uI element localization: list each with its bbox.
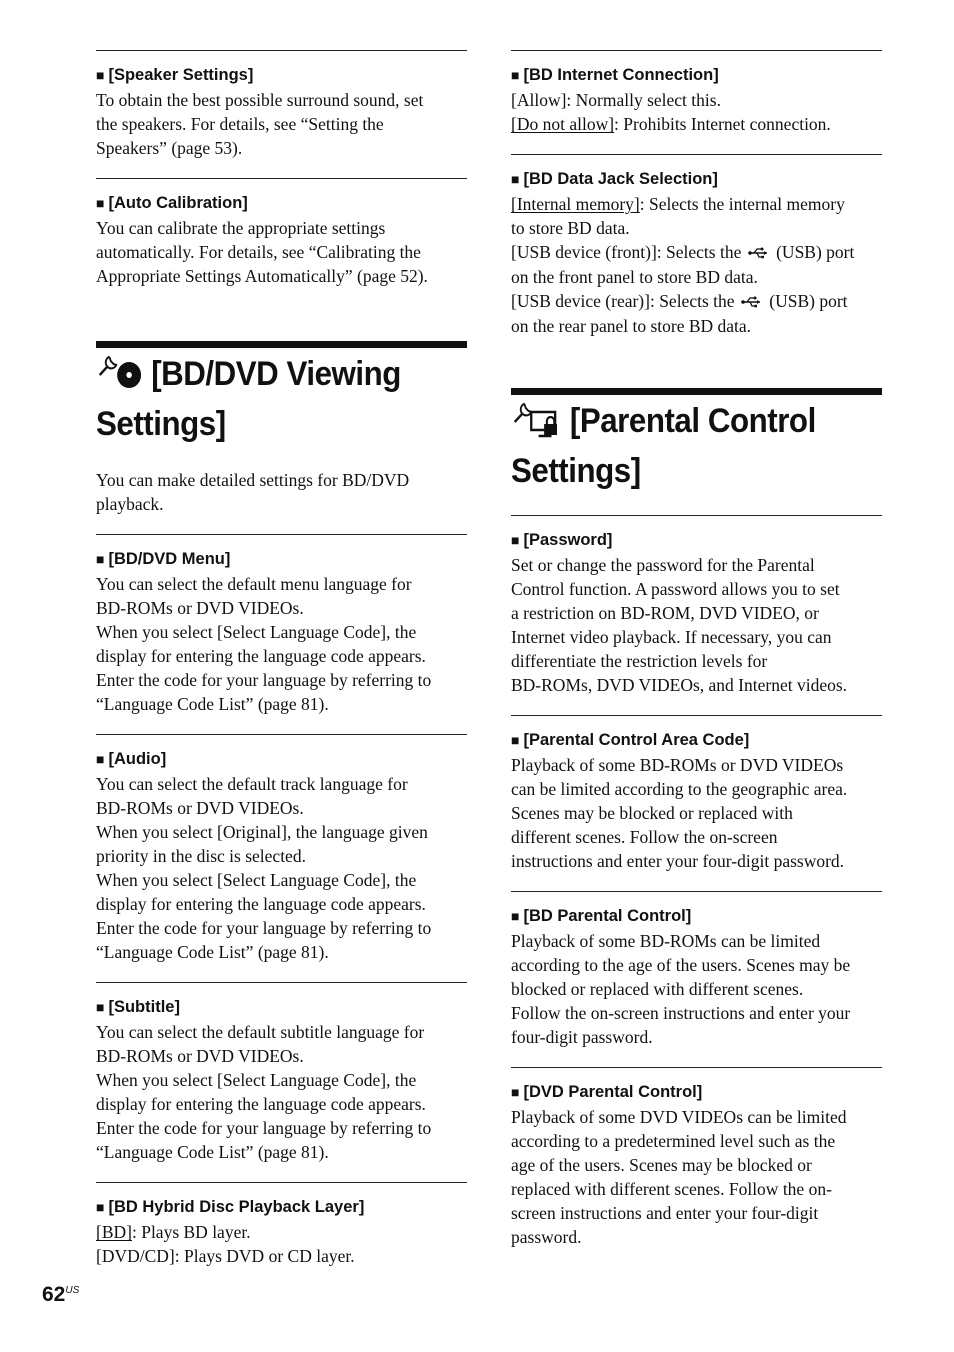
section-title: ■ [Speaker Settings] <box>96 66 254 84</box>
section-title: ■ [DVD Parental Control] <box>511 1083 703 1101</box>
heading-bar <box>511 388 882 395</box>
section-title: ■ [Password] <box>511 531 613 549</box>
section-bd-hybrid-disc <box>96 1183 467 1286</box>
section-bd-dvd-menu <box>96 535 467 734</box>
wrench-disc-icon <box>96 353 144 402</box>
square-bullet-icon: ■ <box>96 67 105 83</box>
square-bullet-icon: ■ <box>511 532 520 548</box>
section-body: [Allow]: Normally select this. [Do not allow]: Prohibits Internet connection. <box>511 90 831 134</box>
square-bullet-icon: ■ <box>511 732 520 748</box>
square-bullet-icon: ■ <box>96 195 105 211</box>
usb-icon <box>741 290 763 314</box>
parental-control-settings-heading: [Parental Control Settings] <box>511 402 816 490</box>
section-body: Set or change the password for the Parental Control function. A password allows you to set a restriction on BD-ROM, DVD VIDEO, or Internet video playback. If necessary, you can differentiate the restriction levels for BD-ROMs, DVD VIDEOs, and Internet videos. <box>511 555 848 695</box>
section-speaker-settings <box>96 51 467 178</box>
right-column <box>511 50 882 1267</box>
section-title: ■ [Parental Control Area Code] <box>511 731 750 749</box>
section-body: You can calibrate the appropriate settings automatically. For details, see “Calibrating the Appropriate Settings Automatically” (page 52). <box>96 218 428 286</box>
usb-icon <box>748 241 770 265</box>
square-bullet-icon: ■ <box>511 1084 520 1100</box>
section-body: You can select the default subtitle language for BD-ROMs or DVD VIDEOs. When you select [Select Language Code], the display for entering the language code appears. Enter the code for your language by referring to “Language Code List” (page 81). <box>96 1022 432 1162</box>
square-bullet-icon: ■ <box>96 751 105 767</box>
square-bullet-icon: ■ <box>511 171 520 187</box>
section-title: ■ [BD/DVD Menu] <box>96 550 231 568</box>
section-body: You can select the default track language for BD-ROMs or DVD VIDEOs. When you select [Original], the language given priority in the disc is selected. When you select [Select Language Code], the display for entering the language code appears. Enter the code for your language by referring to “Language Code List” (page 81). <box>96 774 432 962</box>
page-number: $62^{US}$ <box>42 1283 80 1306</box>
default-option: [BD] <box>96 1222 132 1242</box>
section-subtitle <box>96 983 467 1182</box>
section-title: ■ [BD Parental Control] <box>511 907 692 925</box>
left-column <box>96 50 467 1286</box>
section-bd-parental-control <box>511 892 882 1067</box>
section-parental-area-code <box>511 716 882 891</box>
section-title: ■ [BD Data Jack Selection] <box>511 170 718 188</box>
section-audio <box>96 735 467 982</box>
square-bullet-icon: ■ <box>511 67 520 83</box>
section-title: ■ [BD Hybrid Disc Playback Layer] <box>96 1198 365 1216</box>
heading-bar <box>96 341 467 348</box>
wrench-lock-icon <box>511 400 563 449</box>
section-body: [BD]: Plays BD layer. [DVD/CD]: Plays DVD or CD layer. <box>96 1222 355 1266</box>
square-bullet-icon: ■ <box>96 999 105 1015</box>
section-title: ■ [BD Internet Connection] <box>511 66 719 84</box>
section-bd-internet-connection <box>511 51 882 154</box>
section-body: Playback of some BD-ROMs or DVD VIDEOs can be limited according to the geographic area. Scenes may be blocked or replaced with different scenes. Follow the on-screen instructions and enter your four-digit password. <box>511 755 848 871</box>
default-option: [Do not allow] <box>511 114 615 134</box>
section-title: ■ [Auto Calibration] <box>96 194 248 212</box>
section-body: Playback of some BD-ROMs can be limited according to the age of the users. Scenes may be blocked or replaced with different scenes. Follow the on-screen instructions and enter your four-digit password. <box>511 931 851 1047</box>
square-bullet-icon: ■ <box>511 908 520 924</box>
section-intro: You can make detailed settings for BD/DVD playback. <box>96 470 410 514</box>
section-dvd-parental-control <box>511 1068 882 1267</box>
section-body: You can select the default menu language for BD-ROMs or DVD VIDEOs. When you select [Select Language Code], the display for entering the language code appears. Enter the code for your language by referring to “Language Code List” (page 81). <box>96 574 432 714</box>
square-bullet-icon: ■ <box>96 1199 105 1215</box>
section-body: Playback of some DVD VIDEOs can be limited according to a predetermined level such as the age of the users. Scenes may be blocked or replaced with different scenes. Follow the on- screen instructions and enter your four-digit password. <box>511 1107 847 1247</box>
default-option: [Internal memory] <box>511 194 640 214</box>
section-title: ■ [Audio] <box>96 750 167 768</box>
section-title: ■ [Subtitle] <box>96 998 180 1016</box>
bd-dvd-viewing-settings-heading: [BD/DVD Viewing Settings] <box>96 355 401 443</box>
section-body: To obtain the best possible surround sound, set the speakers. For details, see “Setting the Speakers” (page 53). <box>96 90 424 158</box>
section-auto-calibration <box>96 179 467 306</box>
section-body: [Internal memory]: Selects the internal memory to store BD data. [USB device (front)]: Selects the (USB) port on the front panel to store BD data. [USB device (rear)]: Selects the (USB) port on the rear panel to store BD data. <box>511 194 855 336</box>
square-bullet-icon: ■ <box>96 551 105 567</box>
section-password <box>511 516 882 715</box>
section-bd-data-jack <box>511 155 882 356</box>
